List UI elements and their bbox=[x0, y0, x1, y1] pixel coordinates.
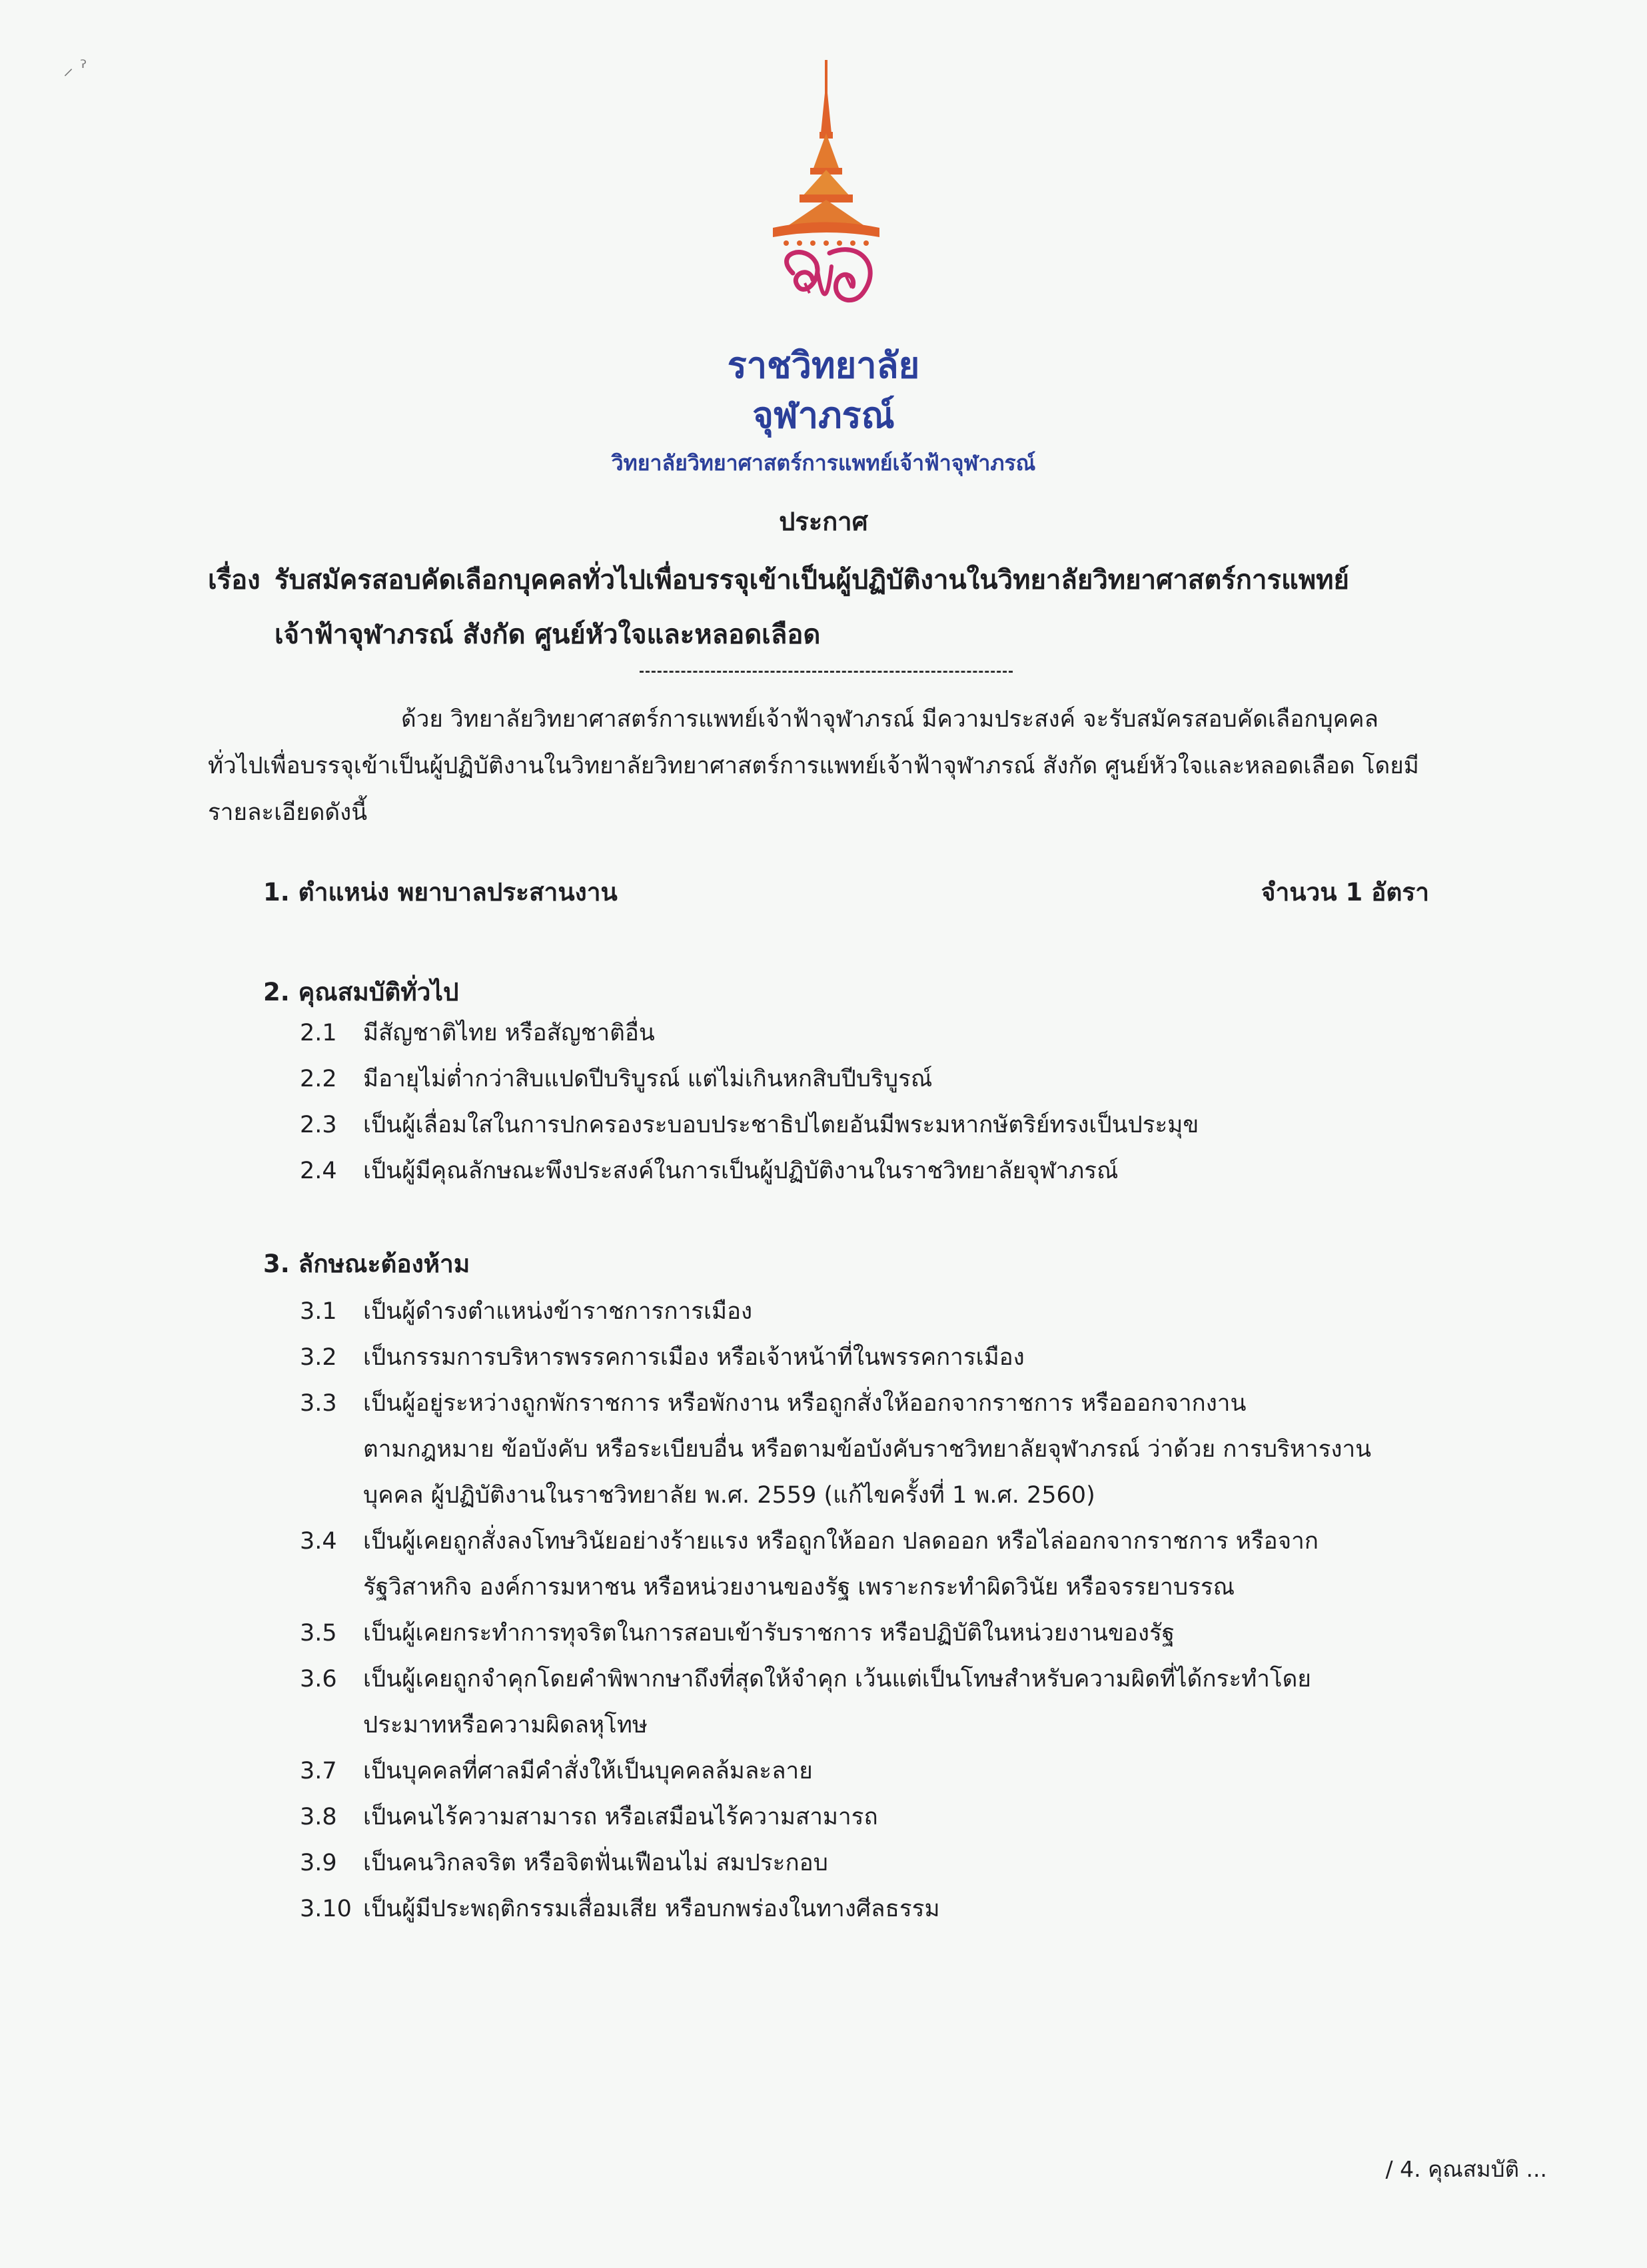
list-item: 3.1 เป็นผู้ดำรงตำแหน่งข้าราชการการเมือง bbox=[300, 1298, 753, 1325]
position-row bbox=[263, 873, 1429, 912]
announcement-title: ประกาศ bbox=[779, 507, 868, 536]
list-item: 3.7 เป็นบุคคลที่ศาลมีคำสั่งให้เป็นบุคคลล้มละลาย bbox=[300, 1758, 813, 1784]
subject-block bbox=[208, 553, 1460, 662]
list-item: 2.3 เป็นผู้เลื่อมใสในการปกครองระบอบประชาธิปไตยอันมีพระมหากษัตริย์ทรงเป็นประมุข bbox=[300, 1112, 1199, 1138]
list-item: 3.4 เป็นผู้เคยถูกสั่งลงโทษวินัยอย่างร้ายแรง หรือถูกให้ออก ปลดออก หรือไล่ออกจากราชการ หรือจาก รัฐวิสาหกิจ องค์การมหาชน หรือหน่วยงานของรัฐ เพราะกระทำผิดวินัย หรือจรรยาบรรณ bbox=[300, 1528, 1319, 1601]
list-item: 3.6 เป็นผู้เคยถูกจำคุกโดยคำพิพากษาถึงที่สุดให้จำคุก เว้นแต่เป็นโทษสำหรับความผิดที่ได้กระทำโดย ประมาทหรือความผิดลหุโทษ bbox=[300, 1666, 1311, 1738]
qualifications-list bbox=[300, 1010, 1446, 1194]
prohibitions-heading: 3. ลักษณะต้องห้าม bbox=[263, 1250, 470, 1278]
subject-label: เรื่อง bbox=[208, 565, 261, 595]
intro-line3: รายละเอียดดังนี้ bbox=[208, 799, 368, 826]
scan-mark: ⸝ ˀ bbox=[63, 57, 87, 80]
qualifications-heading: 2. คุณสมบัติทั่วไป bbox=[263, 978, 459, 1006]
position-count: จำนวน 1 อัตรา bbox=[1261, 878, 1429, 907]
list-item: 2.1 มีสัญชาติไทย หรือสัญชาติอื่น bbox=[300, 1020, 655, 1046]
intro-paragraph bbox=[208, 696, 1460, 836]
subject-line1: รับสมัครสอบคัดเลือกบุคคลทั่วไปเพื่อบรรจุเข้าเป็นผู้ปฏิบัติงานในวิทยาลัยวิทยาศาสตร์การแพทย์ bbox=[274, 565, 1349, 595]
institution-name-line2: จุฬาภรณ์ bbox=[752, 394, 895, 436]
list-item: 2.2 มีอายุไม่ต่ำกว่าสิบแปดปีบริบูรณ์ แต่ไม่เกินหกสิบปีบริบูรณ์ bbox=[300, 1066, 933, 1092]
list-item: 3.10 เป็นผู้มีประพฤติกรรมเสื่อมเสีย หรือบกพร่องในทางศีลธรรม bbox=[300, 1896, 940, 1922]
list-item: 3.2 เป็นกรรมการบริหารพรรคการเมือง หรือเจ้าหน้าที่ในพรรคการเมือง bbox=[300, 1344, 1025, 1371]
list-item: 3.9 เป็นคนวิกลจริต หรือจิตฟั่นเฟือนไม่ สมประกอบ bbox=[300, 1850, 828, 1876]
institution-name-line1: ราชวิทยาลัย bbox=[727, 344, 920, 386]
divider bbox=[640, 671, 1013, 673]
intro-line1: ด้วย วิทยาลัยวิทยาศาสตร์การแพทย์เจ้าฟ้าจุฬาภรณ์ มีความประสงค์ จะรับสมัครสอบคัดเลือกบุคคล bbox=[401, 706, 1378, 733]
subject-line2: เจ้าฟ้าจุฬาภรณ์ สังกัด ศูนย์หัวใจและหลอดเลือด bbox=[274, 619, 821, 650]
institution-subtitle: วิทยาลัยวิทยาศาสตร์การแพทย์เจ้าฟ้าจุฬาภรณ์ bbox=[611, 450, 1036, 476]
list-item: 3.3 เป็นผู้อยู่ระหว่างถูกพักราชการ หรือพักงาน หรือถูกสั่งให้ออกจากราชการ หรือออกจากงาน ตามกฎหมาย ข้อบังคับ หรือระเบียบอื่น หรือตามข้อบังคับราชวิทยาลัยจุฬาภรณ์ ว่าด้วย การบริหารงาน บุคคล ผู้ปฏิบัติงานในราชวิทยาลัย พ.ศ. 2559 (แก้ไขครั้งที่ 1 พ.ศ. 2560) bbox=[300, 1390, 1372, 1509]
list-item: 2.4 เป็นผู้มีคุณลักษณะพึงประสงค์ในการเป็นผู้ปฏิบัติงานในราชวิทยาลัยจุฬาภรณ์ bbox=[300, 1158, 1119, 1184]
prohibitions-list bbox=[300, 1289, 1446, 1932]
page-continuation: / 4. คุณสมบัติ ... bbox=[1385, 2156, 1547, 2182]
position-heading: 1. ตำแหน่ง พยาบาลประสานงาน bbox=[263, 878, 618, 907]
list-item: 3.8 เป็นคนไร้ความสามารถ หรือเสมือนไร้ความสามารถ bbox=[300, 1804, 878, 1830]
list-item: 3.5 เป็นผู้เคยกระทำการทุจริตในการสอบเข้ารับราชการ หรือปฏิบัติในหน่วยงานของรัฐ bbox=[300, 1620, 1175, 1647]
royal-crown-seal-icon bbox=[746, 53, 906, 333]
intro-line2: ทั่วไปเพื่อบรรจุเข้าเป็นผู้ปฏิบัติงานในวิทยาลัยวิทยาศาสตร์การแพทย์เจ้าฟ้าจุฬาภรณ์ สังกัด ศูนย์หัวใจและหลอดเลือด โดยมี bbox=[208, 753, 1419, 779]
